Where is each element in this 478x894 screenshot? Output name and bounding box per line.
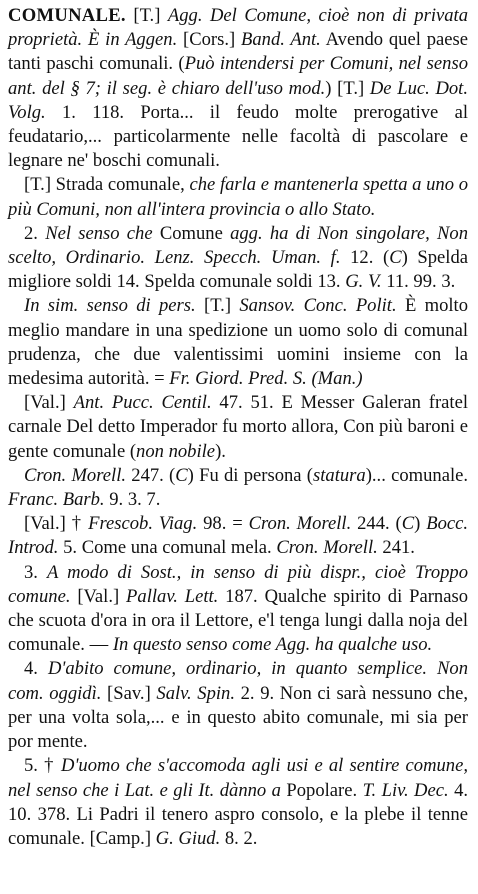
italic-text: In questo senso come Agg. ha qualche uso.	[112, 634, 433, 656]
roman-text: 4.	[24, 658, 48, 680]
roman-text: 12. (	[340, 247, 390, 269]
roman-text: ) Spelda migliore soldi 14. Spelda comunale soldi 13.	[8, 247, 469, 293]
roman-text: 2. 9. Non ci sarà nessuno che, per una volta sola,... e in questo abito comunale, mi sia per por mente.	[8, 682, 468, 753]
italic-text: agg. ha di Non singolare, Non scelto, Ordinario. Lenz. Specch. Uman. f.	[8, 222, 468, 269]
italic-text: D'abito comune, ordinario, in quanto semplice. Non com. oggidì.	[8, 658, 469, 704]
entry-paragraph-strada	[8, 173, 468, 221]
roman-text: 11. 99. 3.	[381, 271, 456, 293]
roman-text: 241.	[377, 537, 415, 559]
roman-text: 247. (	[126, 464, 176, 486]
italic-text: Franc. Barb.	[8, 489, 105, 511]
italic-text: Fr. Giord. Pred. S. (Man.)	[169, 368, 363, 390]
roman-text: [T.]	[125, 5, 168, 26]
italic-text: A modo di Sost., in senso di più dispr., cioè Troppo comune.	[8, 561, 469, 607]
italic-text: Salv. Spin.	[156, 682, 235, 704]
roman-text: È molto meglio mandare in una spedizione un uomo solo di comunal prudenza, che due valentissimi uomini insieme con la medesima autorità. =	[8, 295, 469, 390]
italic-text: Band. Ant.	[241, 29, 321, 51]
roman-text: [Sav.]	[101, 682, 157, 704]
italic-text: G. Giud.	[155, 827, 221, 849]
italic-text: Nel senso che	[45, 222, 153, 244]
dictionary-entry	[8, 4, 468, 851]
roman-text: )... comunale.	[365, 464, 469, 486]
roman-text: 187. Qualche spirito di Parnaso che scuota d'ora in ora il Lettore, e'l tenga lungi dalla noja del comunale. —	[8, 585, 468, 656]
roman-text: Popolare.	[280, 779, 363, 801]
italic-text: G. V.	[345, 271, 382, 293]
entry-paragraph-sense-3	[8, 561, 468, 658]
italic-text: D'uomo che s'accomoda agli usi e al sentire comune, nel senso che i Lat. e gli It. dànno a	[8, 755, 468, 801]
italic-text: T. Liv. Dec.	[362, 779, 449, 801]
roman-text: [Val.]	[70, 585, 127, 607]
entry-paragraph-definition	[8, 4, 468, 173]
entry-paragraph-sense-2-persons	[8, 294, 468, 391]
roman-text: [Val.]	[24, 392, 74, 414]
roman-text: [T.]	[195, 295, 240, 317]
roman-text: 5. †	[24, 755, 62, 777]
roman-text: 3.	[24, 561, 47, 583]
roman-text: 47. 51. E Messer Galeran fratel carnale Del detto Imperador fu morto allora, Con più baroni e gente comunale (	[8, 392, 469, 462]
italic-text: Bocc. Introd.	[8, 513, 469, 559]
roman-text: Comune	[152, 222, 231, 244]
italic-text: che farla e mantenerla spetta a uno o più Comuni, non all'intera provincia o allo Stato.	[8, 174, 468, 220]
roman-text: 2.	[24, 222, 46, 244]
italic-text: C	[175, 464, 188, 486]
roman-text: [T.] Strada comunale,	[24, 174, 190, 196]
roman-text: 8. 2.	[220, 827, 258, 849]
italic-text: Agg. Del Comune, cioè non di privata proprietà. È in Aggen.	[8, 5, 468, 51]
roman-text: [Cors.]	[177, 29, 241, 51]
roman-text: [Val.] †	[24, 513, 89, 535]
italic-text: Sansov. Conc. Polit.	[239, 295, 397, 317]
entry-paragraph-sense-4	[8, 657, 468, 754]
roman-text: Avendo quel paese tanti paschi comunali. (	[8, 29, 468, 75]
italic-text: Ant. Pucc. Centil.	[73, 392, 212, 414]
roman-text: )	[414, 513, 427, 535]
italic-text: C	[401, 513, 415, 535]
italic-text: Cron. Morell.	[248, 513, 352, 535]
italic-text: De Luc. Dot. Volg.	[8, 77, 469, 123]
italic-text: statura	[313, 464, 366, 486]
roman-text: 244. (	[351, 513, 402, 535]
roman-text: ) Fu di persona (	[187, 464, 313, 486]
italic-text: Cron. Morell.	[24, 464, 127, 486]
italic-text: Può intendersi per Comuni, nel senso ant. del § 7; il seg. è chiaro dell'uso mod.	[8, 53, 468, 99]
entry-paragraph-cron-morell	[8, 464, 468, 512]
roman-text: 1. 118. Porta... il feudo molte prerogative al feudatario,... particolarmente nelle facoltà di pascolare e legnare ne' boschi comunali.	[8, 101, 468, 172]
roman-text: 9. 3. 7.	[104, 489, 161, 511]
italic-text: C	[389, 247, 402, 269]
italic-text: non nobile	[136, 440, 216, 462]
italic-text: Cron. Morell.	[276, 537, 378, 559]
roman-text: ).	[215, 440, 226, 462]
entry-paragraph-val-pucci	[8, 391, 468, 464]
roman-text: ) [T.]	[325, 77, 370, 99]
italic-text: In sim. senso di pers.	[24, 295, 196, 317]
entry-paragraph-sense-2	[8, 222, 468, 295]
roman-text: 5. Come una comunal mela.	[58, 537, 277, 559]
paragraph-text	[8, 5, 468, 171]
italic-text: Frescob. Viag.	[88, 513, 198, 535]
entry-paragraph-frescob	[8, 512, 468, 560]
roman-text: 98. =	[197, 513, 249, 535]
roman-text: 4. 10. 378. Li Padri il tenero aspro consolo, e la plebe il tenne comunale. [Camp.]	[8, 779, 469, 849]
italic-text: Pallav. Lett.	[126, 585, 219, 607]
entry-paragraph-sense-5	[8, 754, 468, 851]
headword: COMUNALE.	[8, 5, 126, 26]
